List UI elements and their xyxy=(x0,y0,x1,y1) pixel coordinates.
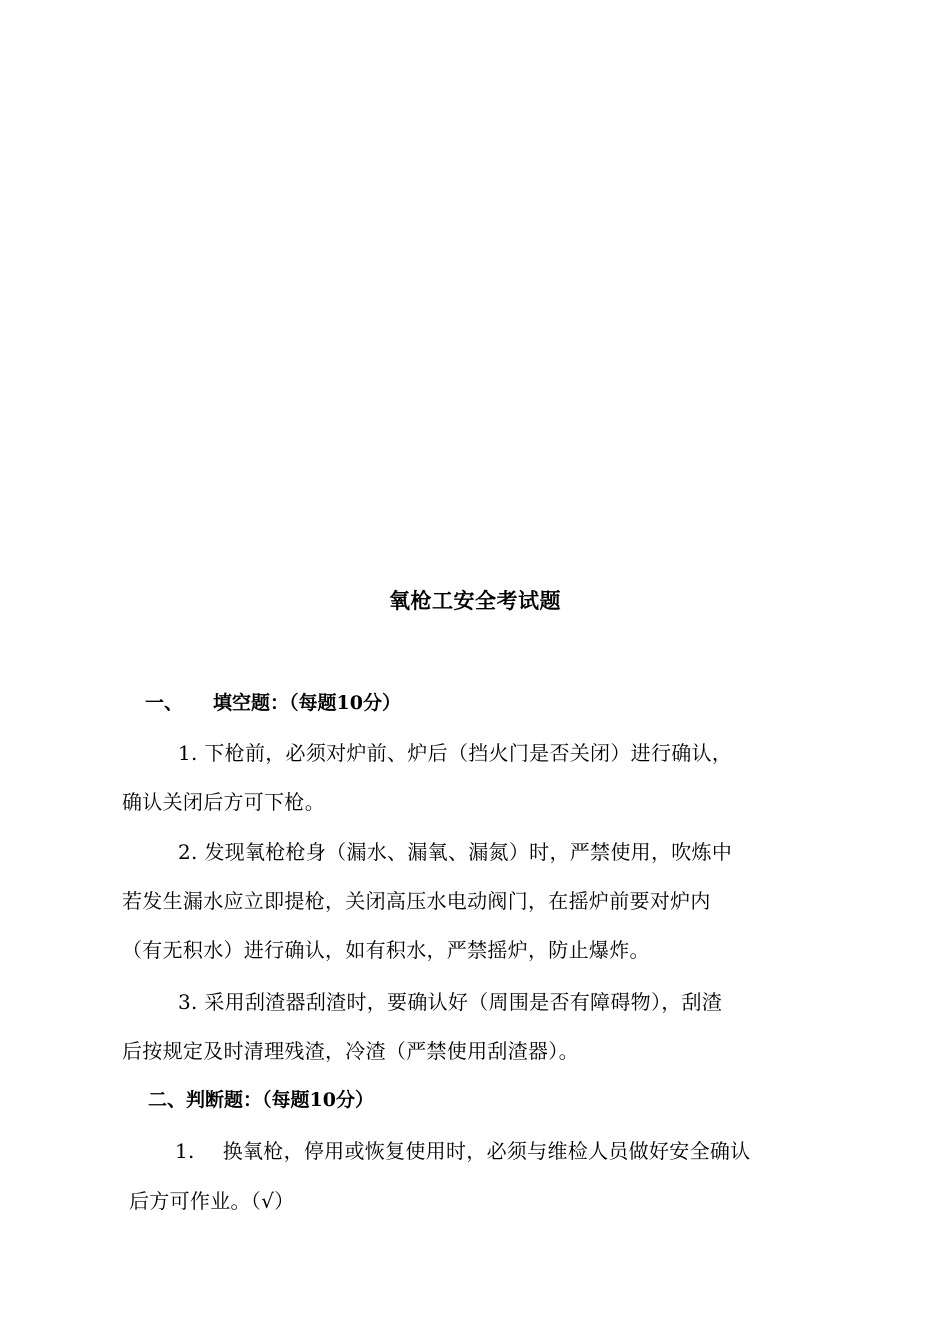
section-1-heading xyxy=(145,688,401,715)
section-1-title: 填空题：（每题10分） xyxy=(213,692,401,714)
fill-blank-item-3-line-1: 3. 采用刮渣器刮渣时，要确认好（周围是否有障碍物），刮渣 xyxy=(178,990,723,1014)
true-false-item-1-number: 1. xyxy=(175,1139,195,1163)
fill-blank-item-3-line-2: 后按规定及时清理残渣，冷渣（严禁使用刮渣器）。 xyxy=(122,1039,579,1063)
true-false-item-1-line-2: 后方可作业。（√） xyxy=(129,1189,295,1213)
true-false-item-1-line-1 xyxy=(175,1135,751,1164)
section-2-heading: 二、判断题：（每题10分） xyxy=(148,1089,374,1111)
fill-blank-item-2-line-3: （有无积水）进行确认，如有积水，严禁摇炉，防止爆炸。 xyxy=(122,938,650,962)
fill-blank-item-1-line-1: 1. 下枪前，必须对炉前、炉后（挡火门是否关闭）进行确认， xyxy=(178,741,733,765)
section-1-number: 一、 xyxy=(145,692,184,714)
true-false-item-1-text: 换氧枪，停用或恢复使用时，必须与维检人员做好安全确认 xyxy=(222,1139,751,1163)
fill-blank-item-1-line-2: 确认关闭后方可下枪。 xyxy=(122,790,325,814)
document-title: 氧枪工安全考试题 xyxy=(389,588,561,613)
fill-blank-item-2-line-2: 若发生漏水应立即提枪，关闭高压水电动阀门，在摇炉前要对炉内 xyxy=(122,889,711,913)
fill-blank-item-2-line-1: 2. 发现氧枪枪身（漏水、漏氧、漏氮）时，严禁使用，吹炼中 xyxy=(178,840,733,864)
